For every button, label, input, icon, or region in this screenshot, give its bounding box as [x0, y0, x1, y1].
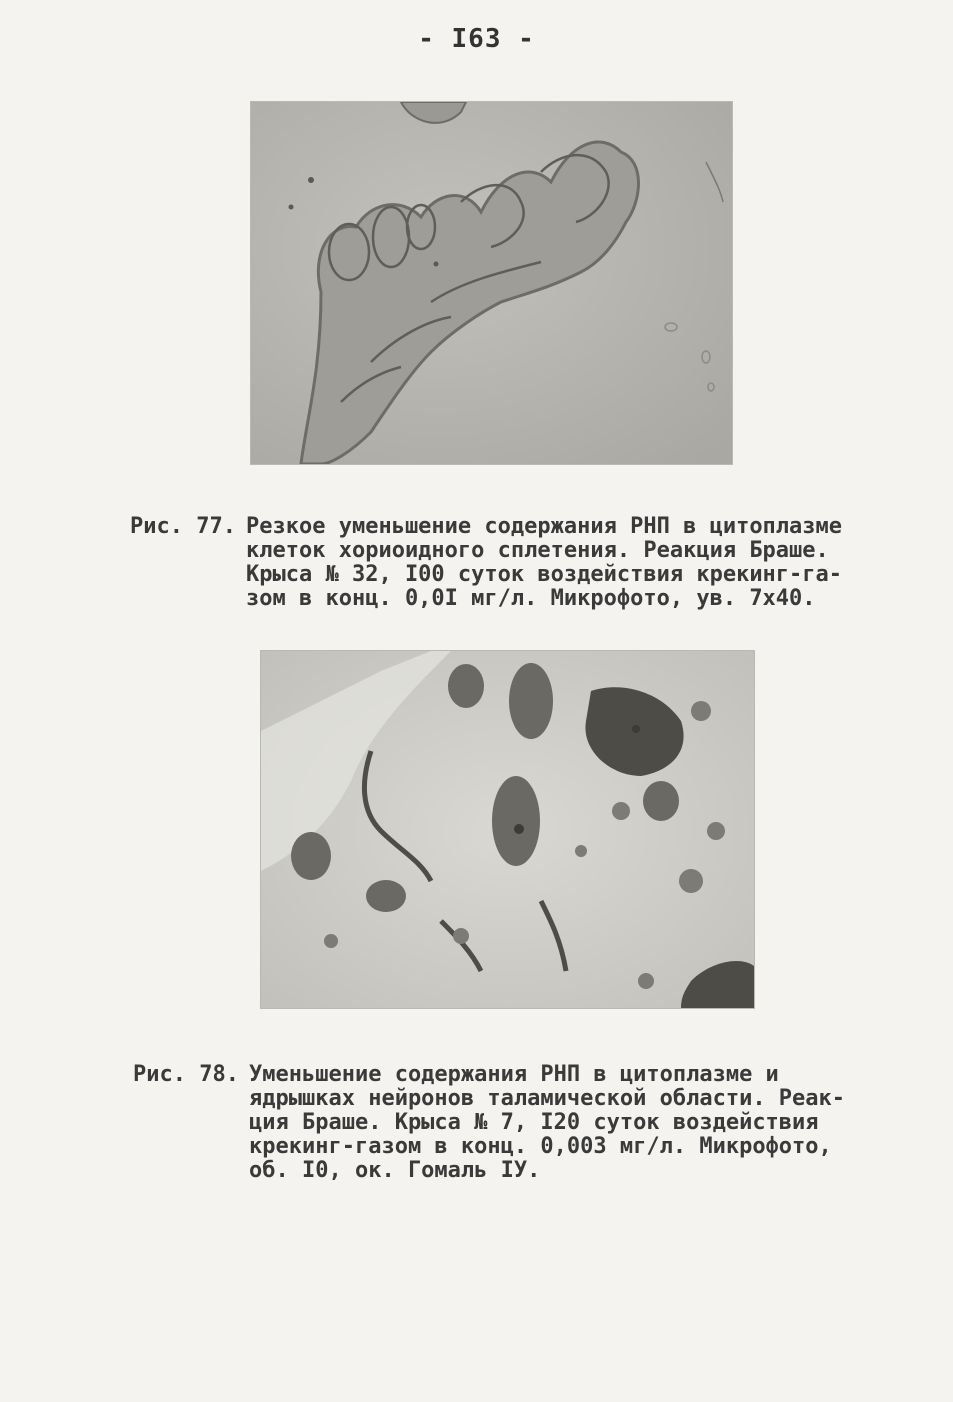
caption-line: крекинг-газом в конц. 0,003 мг/л. Микрофото, [249, 1134, 832, 1159]
caption-line: Резкое уменьшение содержания РНП в цитоплазме [246, 514, 843, 539]
micrograph-figure-78 [260, 650, 755, 1009]
figure-77-caption [130, 515, 842, 611]
caption-line: Уменьшение содержания РНП в цитоплазме и [249, 1062, 779, 1087]
caption-line: зом в конц. 0,0I мг/л. Микрофото, ув. 7х40. [246, 586, 816, 611]
caption-line: клеток хориоидного сплетения. Реакция Браше. [246, 538, 829, 563]
caption-line: об. I0, ок. Гомаль IУ. [249, 1158, 541, 1183]
micrograph-figure-77 [250, 101, 733, 465]
caption-line: Крыса № 32, I00 суток воздействия крекинг-га- [246, 562, 843, 587]
caption-line: ядрышках нейронов таламической области. Реак- [249, 1086, 846, 1111]
page-number: - I63 - [418, 24, 535, 54]
figure-78-caption-text [249, 1063, 845, 1183]
figure-78-label: Рис. 78. [133, 1062, 239, 1087]
figure-77-caption-text [246, 515, 842, 611]
figure-78-caption [133, 1063, 845, 1183]
caption-line: ция Браше. Крыса № 7, I20 суток воздействия [249, 1110, 819, 1135]
figure-77-label: Рис. 77. [130, 514, 236, 539]
